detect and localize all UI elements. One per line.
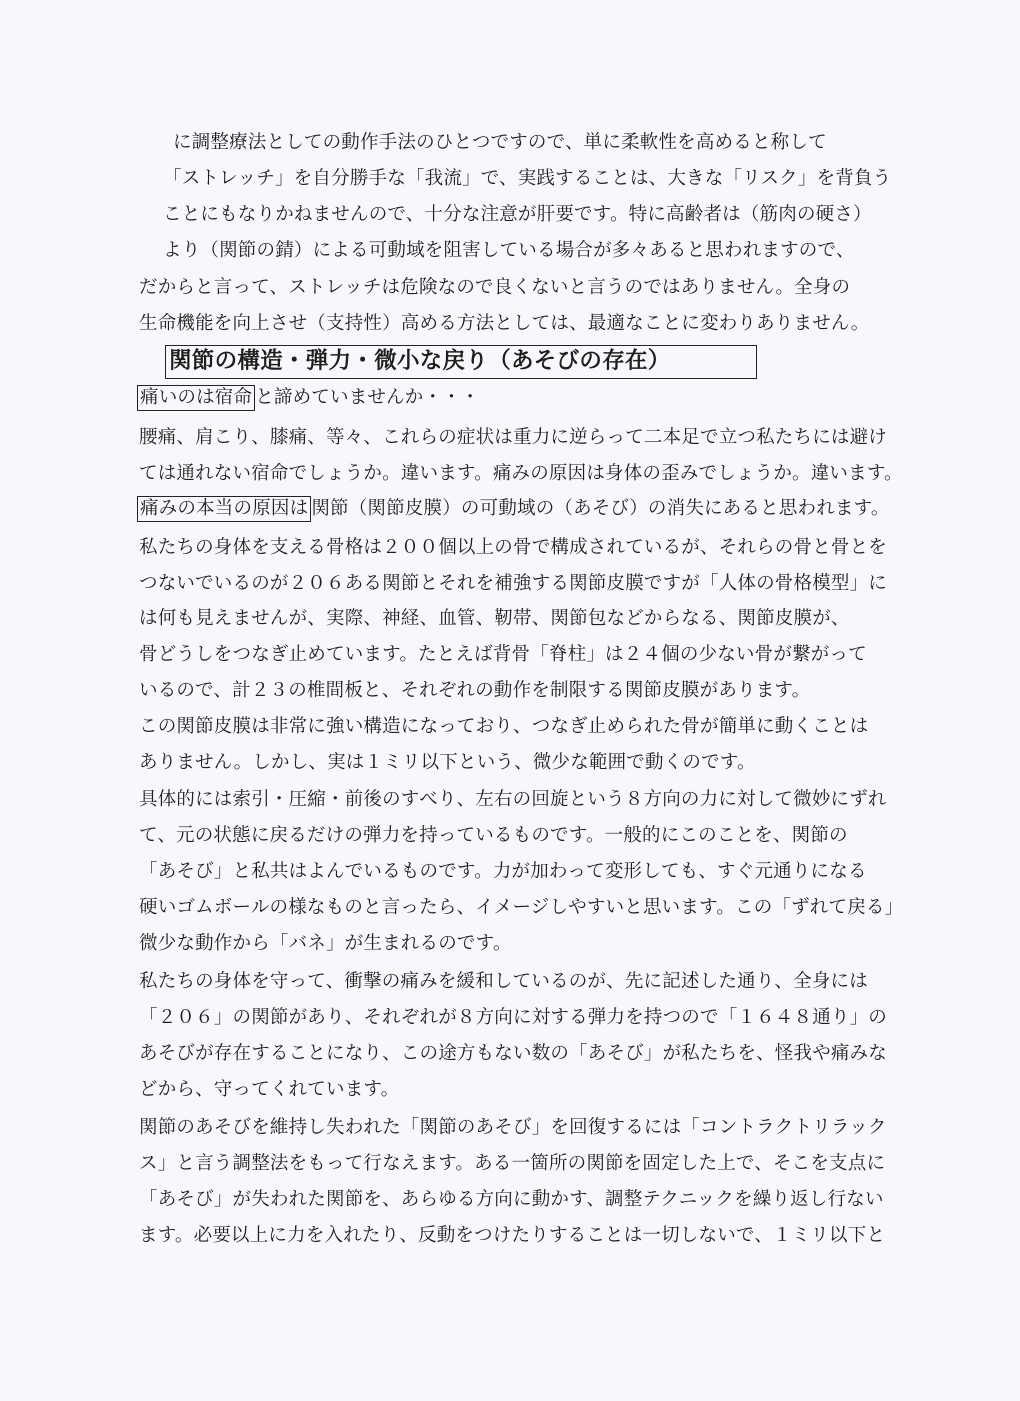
text-line: ます。必要以上に力を入れたり、反動をつけたりすることは一切しないで、１ミリ以下と [139, 1225, 886, 1246]
section-heading: 関節の構造・弾力・微小な戻り（あそびの存在） [169, 348, 671, 374]
text-line: 生命機能を向上させ（支持性）高める方法としては、最適なことに変わりありません。 [139, 313, 870, 334]
cause-rest: 関節（関節皮膜）の可動域の（あそび）の消失にあると思われます。 [311, 498, 890, 519]
text-line: 「あそび」と私共はよんでいるものです。力が加わって変形しても、すぐ元通りになる [139, 861, 867, 882]
text-line: 「あそび」が失われた関節を、あらゆる方向に動かす、調整テクニックを繰り返し行ない [139, 1189, 884, 1210]
text-line: だからと言って、ストレッチは危険なので良くないと言うのではありません。全身の [139, 277, 851, 298]
text-line: 腰痛、肩こり、膝痛、等々、これらの症状は重力に逆らって二本足で立つ私たちには避け [139, 427, 888, 448]
text-line: 私たちの身体を守って、衝撃の痛みを緩和しているのが、先に記述した通り、全身には [139, 971, 868, 992]
text-line: ス」と言う調整法をもって行なえます。ある一箇所の関節を固定した上で、そこを支点に [139, 1153, 886, 1174]
boxed-phrase: 痛みの本当の原因は [137, 496, 311, 522]
text-line: つないでいるのが２０６ある関節とそれを補強する関節皮膜ですが「人体の骨格模型」に [139, 573, 888, 594]
text-line: 私たちの身体を支える骨格は２００個以上の骨で構成されているが、それらの骨と骨とを [139, 537, 888, 558]
text-line: この関節皮膜は非常に強い構造になっており、つなぎ止められた骨が簡単に動くことは [139, 716, 869, 737]
text-line: ことにもなりかねませんので、十分な注意が肝要です。特に高齢者は（筋肉の硬さ） [163, 204, 872, 225]
text-line: どから、守ってくれています。 [139, 1079, 400, 1100]
text-line: 「ストレッチ」を自分勝手な「我流」で、実践することは、大きな「リスク」を背負う [163, 168, 892, 189]
text-line: て、元の状態に戻るだけの弾力を持っているものです。一般的にこのことを、関節の [139, 825, 848, 846]
intro-line [137, 385, 480, 411]
text-line: 硬いゴムボールの様なものと言ったら、イメージしやすいと思います。この「ずれて戻る」 [139, 897, 904, 918]
text-line: 微少な動作から「バネ」が生まれるのです。 [139, 933, 512, 954]
text-line: は何も見えませんが、実際、神経、血管、靭帯、関節包などからなる、関節皮膜が、 [139, 608, 850, 629]
cause-line [137, 496, 890, 522]
text-line: に調整療法としての動作手法のひとつですので、単に柔軟性を高めると称して [173, 132, 827, 153]
boxed-phrase: 痛いのは宿命 [137, 385, 255, 411]
text-line: 骨どうしをつなぎ止めています。たとえば背骨「脊柱」は２４個の少ない骨が繋がって [139, 644, 867, 665]
text-line: 関節のあそびを維持し失われた「関節のあそび」を回復するには「コントラクトリラック [139, 1117, 887, 1138]
text-line: 「２０６」の関節があり、それぞれが８方向に対する弾力を持つので「１６４８通り」の [139, 1007, 888, 1028]
text-line: いるので、計２３の椎間板と、それぞれの動作を制限する関節皮膜があります。 [139, 680, 811, 701]
text-line: ては通れない宿命でしょうか。違います。痛みの原因は身体の歪みでしょうか。違います。 [139, 463, 903, 484]
text-line: あそびが存在することになり、この途方もない数の「あそび」が私たちを、怪我や痛みな [139, 1043, 888, 1064]
text-line: 具体的には索引・圧縮・前後のすべり、左右の回旋という８方向の力に対して微妙にずれ [139, 789, 887, 810]
text-line: より（関節の錆）による可動域を阻害している場合が多々あると思われますので、 [163, 240, 855, 261]
intro-rest: と諦めていませんか・・・ [255, 387, 480, 408]
text-line: ありません。しかし、実は１ミリ以下という、微少な範囲で動くのです。 [139, 752, 756, 773]
